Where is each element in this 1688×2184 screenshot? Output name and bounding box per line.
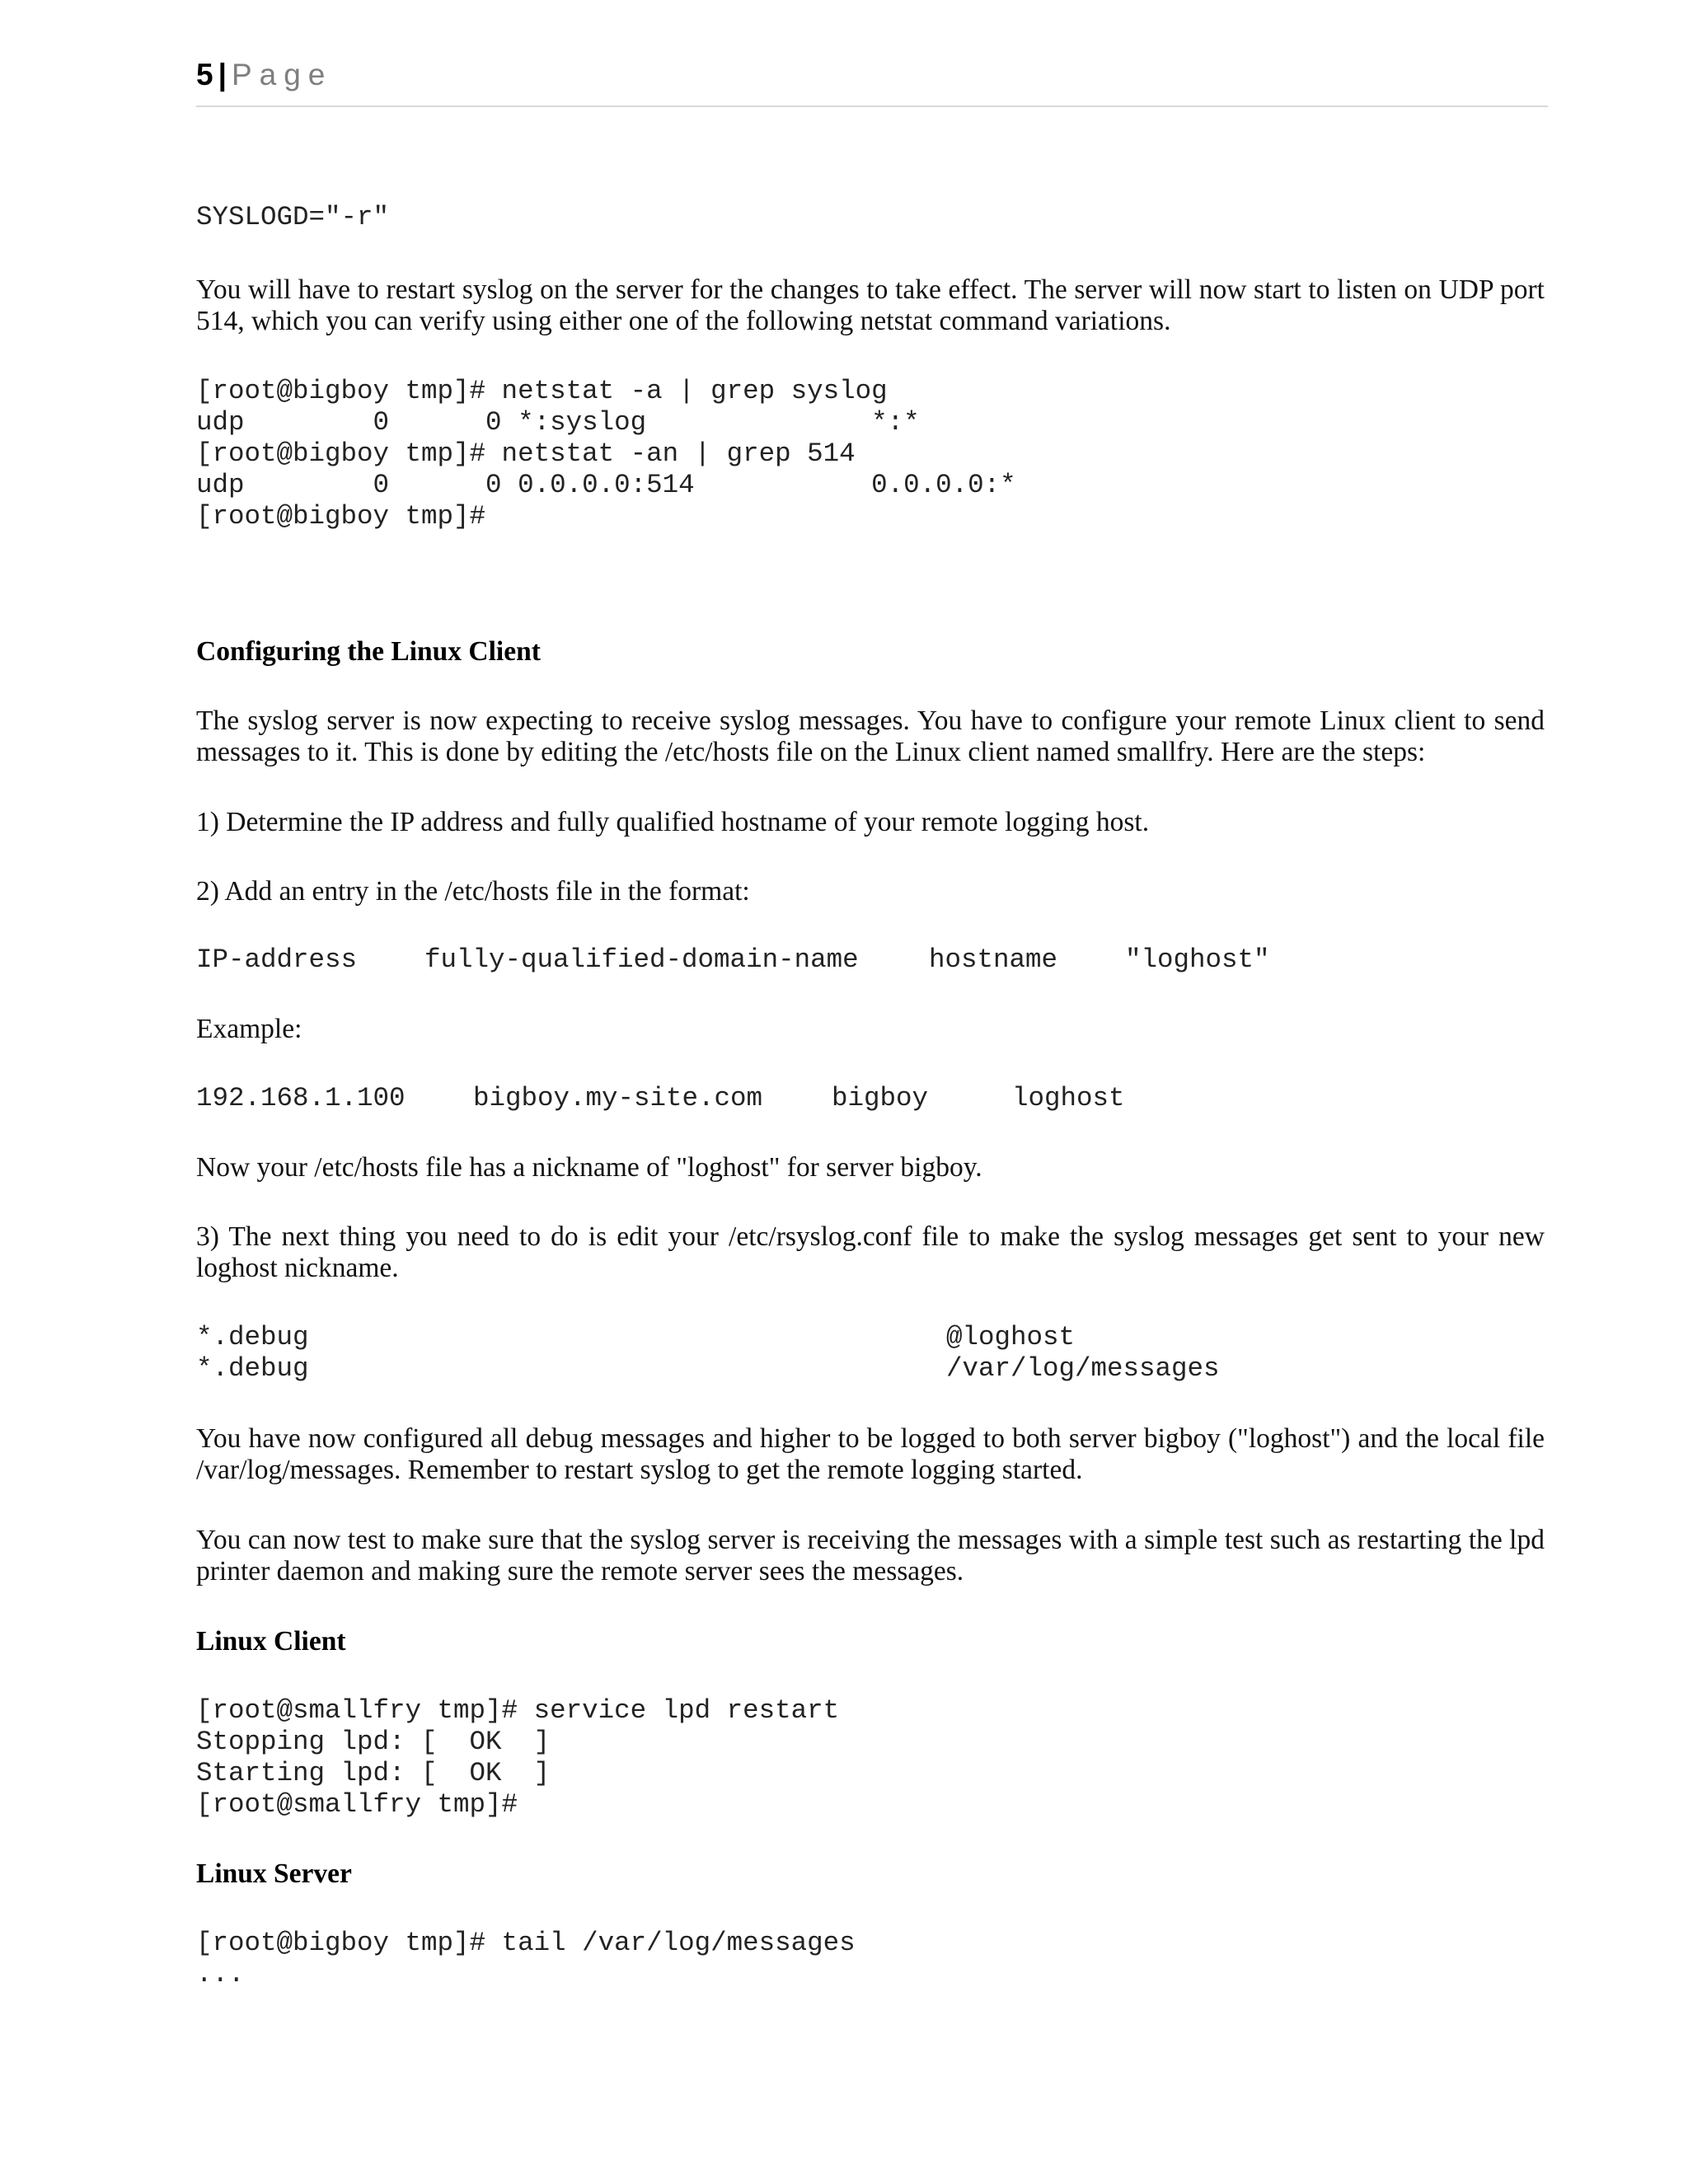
page-number: 5 <box>196 58 213 91</box>
section-heading-configuring-client: Configuring the Linux Client <box>196 636 541 667</box>
hosts-format-ip: IP-address <box>196 944 358 975</box>
code-line: udp 0 0 *:syslog *:* <box>196 407 920 438</box>
rule-action: @loghost <box>946 1322 1076 1352</box>
hosts-example-fqdn: bigboy.my-site.com <box>473 1083 763 1113</box>
code-line: Stopping lpd: [ OK ] <box>196 1727 551 1757</box>
code-line: ... <box>196 1959 245 1990</box>
code-line: [root@smallfry tmp]# service lpd restart <box>196 1695 840 1726</box>
code-line: [root@bigboy tmp]# netstat -an | grep 514 <box>196 438 856 469</box>
paragraph-nickname: Now your /etc/hosts file has a nickname of "loghost" for server bigboy. <box>196 1152 982 1183</box>
hosts-format-hostname: hostname <box>929 944 1058 975</box>
paragraph-server-expecting: The syslog server is now expecting to receive syslog messages. You have to configure your remote Linux client to send messages to it. This is done by editing the /etc/hosts file on the Linux client named smallfry. Here are the steps: <box>196 705 1545 767</box>
page-label: Page <box>231 58 333 91</box>
heading-linux-server: Linux Server <box>196 1858 352 1889</box>
paragraph-restart-syslog: You will have to restart syslog on the server for the changes to take effect. The server will now start to listen on UDP port 514, which you can verify using either one of the following netstat command variations. <box>196 274 1545 336</box>
rule-selector: *.debug <box>196 1322 309 1352</box>
code-syslogd: SYSLOGD="-r" <box>196 202 390 232</box>
hosts-example-alias: loghost <box>1012 1083 1125 1113</box>
paragraph-test: You can now test to make sure that the syslog server is receiving the messages with a simple test such as restarting the lpd printer daemon and making sure the remote server sees the messages. <box>196 1525 1545 1586</box>
header-separator: | <box>218 58 227 91</box>
hosts-example-line <box>196 1083 1548 1114</box>
code-line: [root@bigboy tmp]# tail /var/log/messages <box>196 1928 856 1958</box>
paragraph-configured: You have now configured all debug messages and higher to be logged to both server bigboy ("loghost") and the local file /var/log/messages. Remember to restart syslog to get the remote logging started. <box>196 1423 1545 1485</box>
page-header <box>196 58 1548 107</box>
hosts-format-fqdn: fully-qualified-domain-name <box>424 944 859 975</box>
rule-action: /var/log/messages <box>946 1353 1220 1384</box>
rsyslog-rule-line <box>196 1353 1548 1385</box>
rule-selector: *.debug <box>196 1353 309 1384</box>
code-line: [root@bigboy tmp]# <box>196 501 486 532</box>
hosts-format-alias: "loghost" <box>1125 944 1270 975</box>
code-line: [root@smallfry tmp]# <box>196 1789 518 1820</box>
step-2: 2) Add an entry in the /etc/hosts file in the format: <box>196 876 750 907</box>
hosts-format-line <box>196 944 1548 976</box>
hosts-example-ip: 192.168.1.100 <box>196 1083 406 1113</box>
rsyslog-rule-line <box>196 1322 1548 1353</box>
heading-linux-client: Linux Client <box>196 1626 346 1657</box>
code-line: [root@bigboy tmp]# netstat -a | grep syslog <box>196 376 888 406</box>
step-1: 1) Determine the IP address and fully qualified hostname of your remote logging host. <box>196 807 1150 837</box>
hosts-example-hostname: bigboy <box>832 1083 929 1113</box>
code-line: Starting lpd: [ OK ] <box>196 1758 551 1788</box>
code-line: udp 0 0 0.0.0.0:514 0.0.0.0:* <box>196 470 1016 500</box>
example-label: Example: <box>196 1014 302 1044</box>
step-3: 3) The next thing you need to do is edit your /etc/rsyslog.conf file to make the syslog messages get sent to your new loghost nickname. <box>196 1221 1545 1283</box>
